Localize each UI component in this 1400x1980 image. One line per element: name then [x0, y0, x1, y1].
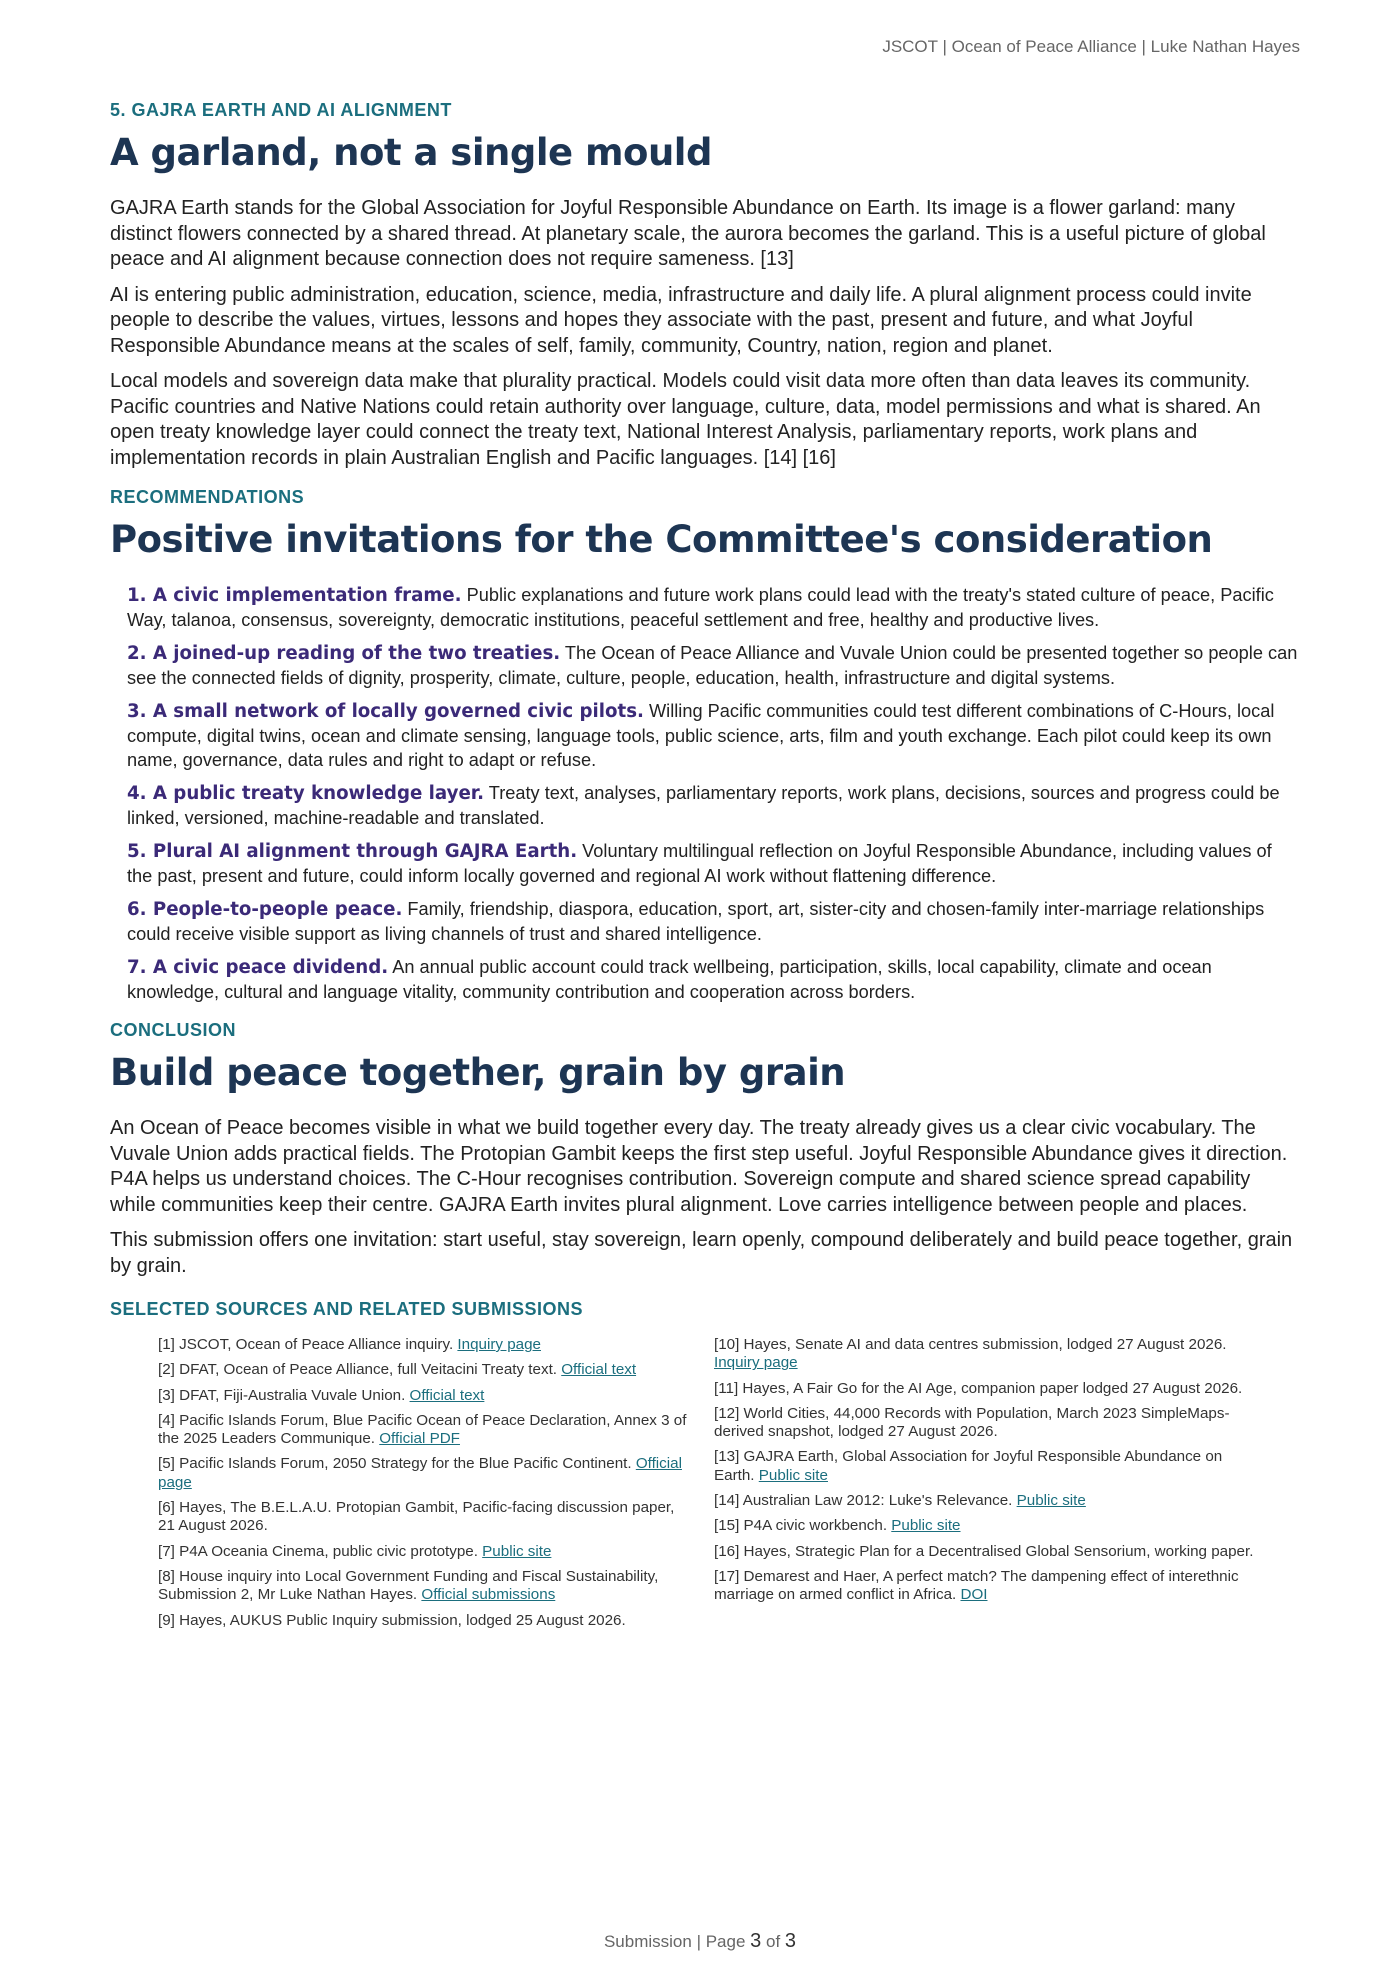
footer-label: Submission | Page — [603, 1932, 751, 1951]
recommendation-text: The Ocean of Peace Alliance and Vuvale Union could be presented together so people can see the connected fields of dignity, prosperity, climate, culture, people, education, health, infrastructure and digital systems. — [127, 643, 1298, 688]
source-text: [14] Australian Law 2012: Luke's Relevance. — [714, 1492, 1017, 1510]
source-item — [158, 1499, 688, 1536]
section-kicker: CONCLUSION — [110, 1020, 236, 1040]
source-text: [8] House inquiry into Local Government Funding and Fiscal Sustainability, Submission 2, Mr Luke Nathan Hayes. — [158, 1567, 659, 1604]
paragraph: This submission offers one invitation: start useful, stay sovereign, learn openly, compound deliberately and build peace together, grain by grain. — [110, 1229, 1293, 1277]
source-text: [5] Pacific Islands Forum, 2050 Strategy for the Blue Pacific Continent. — [158, 1455, 636, 1473]
recommendation-item — [127, 699, 1300, 772]
source-item — [714, 1336, 1254, 1373]
source-text: [11] Hayes, A Fair Go for the AI Age, companion paper lodged 27 August 2026. — [714, 1379, 1243, 1397]
page-total: 3 — [784, 1930, 797, 1952]
source-item — [158, 1455, 688, 1492]
page-number: 3 — [750, 1930, 762, 1952]
source-text: [17] Demarest and Haer, A perfect match? The dampening effect of interethnic marriage on armed conflict in Africa. — [714, 1567, 1239, 1604]
recommendation-text: Family, friendship, diaspora, education, sport, art, sister-city and chosen-family inter-marriage relationships could receive visible support as living channels of trust and shared intelligence. — [127, 899, 1265, 944]
source-text: [2] DFAT, Ocean of Peace Alliance, full Veitacini Treaty text. — [158, 1361, 562, 1379]
source-item — [158, 1543, 688, 1561]
recommendation-title: 3. A small network of locally governed civic pilots. — [127, 701, 644, 722]
source-text: [10] Hayes, Senate AI and data centres submission, lodged 27 August 2026. — [714, 1336, 1227, 1353]
source-text: [9] Hayes, AUKUS Public Inquiry submission, lodged 25 August 2026. — [158, 1611, 626, 1629]
source-item — [714, 1517, 1254, 1535]
section-recommendations — [110, 487, 1300, 1004]
section-heading: Build peace together, grain by grain — [110, 1051, 846, 1094]
source-item — [158, 1568, 688, 1605]
source-link[interactable]: Inquiry page — [457, 1336, 541, 1353]
paragraph: AI is entering public administration, education, science, media, infrastructure and daily life. A plural alignment process could invite people to describe the values, virtues, lessons and hopes they associate with the past, present and future, and what Joyful Responsible Abundance means at the scales of self, family, community, Country, nation, region and planet. — [110, 283, 1252, 357]
recommendation-item — [127, 897, 1300, 946]
source-text: [13] GAJRA Earth, Global Association for Joyful Responsible Abundance on Earth. — [714, 1448, 1223, 1484]
sources-column-left — [158, 1336, 688, 1637]
source-item — [158, 1361, 688, 1379]
section-kicker: RECOMMENDATIONS — [110, 487, 305, 507]
section-sources — [110, 1299, 1300, 1676]
source-text: [3] DFAT, Fiji-Australia Vuvale Union. — [158, 1386, 410, 1404]
recommendation-title: 7. A civic peace dividend. — [127, 957, 389, 978]
main-content — [110, 100, 1300, 1676]
sources-column-right — [714, 1336, 1254, 1612]
source-item — [714, 1448, 1254, 1485]
source-link[interactable]: Public site — [758, 1466, 828, 1484]
running-header: JSCOT | Ocean of Peace Alliance | Luke Nathan Hayes — [882, 37, 1300, 56]
source-text: [4] Pacific Islands Forum, Blue Pacific Ocean of Peace Declaration, Annex 3 of the 2025 Leaders Communique. — [158, 1411, 687, 1448]
paragraph: Local models and sovereign data make that plurality practical. Models could visit data more often than data leaves its community. Pacific countries and Native Nations could retain authority over language, culture, data, model permissions and what is shared. An open treaty knowledge layer could connect the treaty text, National Interest Analysis, parliamentary reports, work plans and implementation records in plain Australian English and Pacific languages. [14] [16] — [110, 370, 1261, 469]
source-text: [16] Hayes, Strategic Plan for a Decentralised Global Sensorium, working paper. — [714, 1542, 1254, 1560]
paragraph: An Ocean of Peace becomes visible in what we build together every day. The treaty already gives us a clear civic vocabulary. The Vuvale Union adds practical fields. The Protopian Gambit keeps the first step useful. Joyful Responsible Abundance gives it direction. P4A helps us understand choices. The C-Hour recognises contribution. Sovereign compute and shared science spread capability while communities keep their centre. GAJRA Earth invites plural alignment. Love carries intelligence between people and places. — [110, 1117, 1288, 1216]
recommendation-item — [127, 641, 1300, 690]
recommendation-title: 4. A public treaty knowledge layer. — [127, 783, 485, 804]
section-kicker: SELECTED SOURCES AND RELATED SUBMISSIONS — [110, 1299, 584, 1319]
source-item — [714, 1405, 1254, 1442]
recommendation-title: 2. A joined-up reading of the two treaties. — [127, 643, 561, 664]
source-item — [714, 1568, 1254, 1605]
recommendation-text: An annual public account could track wellbeing, participation, skills, local capability, climate and ocean knowledge, cultural and language vitality, community contribution and cooperation across borders. — [127, 957, 1212, 1002]
source-link[interactable]: Official text — [561, 1361, 637, 1379]
recommendation-title: 6. People-to-people peace. — [127, 899, 403, 920]
recommendation-title: 5. Plural AI alignment through GAJRA Earth. — [127, 841, 578, 862]
paragraph: GAJRA Earth stands for the Global Association for Joyful Responsible Abundance on Earth. Its image is a flower garland: many distinct flowers connected by a shared thread. At planetary scale, the aurora becomes the garland. This is a useful picture of global peace and AI alignment because connection does not require sameness. [13] — [110, 197, 1266, 270]
recommendation-text: Voluntary multilingual reflection on Joyful Responsible Abundance, including values of the past, present and future, could inform locally governed and regional AI work without flattening difference. — [127, 841, 1272, 886]
page-footer — [0, 1930, 1400, 1953]
source-link[interactable]: DOI — [960, 1586, 988, 1604]
source-text: [15] P4A civic workbench. — [714, 1517, 892, 1535]
source-link[interactable]: Inquiry page — [714, 1354, 798, 1372]
recommendation-item — [127, 781, 1300, 830]
source-item — [158, 1387, 688, 1405]
recommendation-item — [127, 839, 1300, 888]
source-text: [6] Hayes, The B.E.L.A.U. Protopian Gambit, Pacific-facing discussion paper, 21 August 2026. — [158, 1499, 675, 1535]
recommendation-item — [127, 583, 1300, 632]
source-text: [12] World Cities, 44,000 Records with Population, March 2023 SimpleMaps-derived snapshot, lodged 27 August 2026. — [714, 1404, 1230, 1441]
source-item — [158, 1412, 688, 1449]
source-link[interactable]: Official submissions — [421, 1586, 556, 1604]
section-conclusion — [110, 1020, 1300, 1279]
recommendation-list — [110, 583, 1300, 1004]
source-link[interactable]: Public site — [1016, 1492, 1086, 1510]
footer-of: of — [761, 1932, 785, 1951]
recommendation-item — [127, 955, 1300, 1004]
section-heading: A garland, not a single mould — [110, 131, 712, 174]
recommendation-text: Treaty text, analyses, parliamentary reports, work plans, decisions, sources and progress could be linked, versioned, machine-readable and translated. — [127, 783, 1280, 828]
source-link[interactable]: Official page — [158, 1455, 682, 1491]
source-link[interactable]: Public site — [891, 1517, 961, 1535]
source-link[interactable]: Public site — [482, 1542, 552, 1560]
section-kicker: 5. GAJRA EARTH AND AI ALIGNMENT — [110, 100, 452, 120]
source-text: [7] P4A Oceania Cinema, public civic prototype. — [158, 1542, 483, 1560]
source-link[interactable]: Official PDF — [379, 1430, 460, 1448]
section-heading: Positive invitations for the Committee's consideration — [110, 518, 1213, 561]
sources-list — [110, 1336, 1300, 1676]
source-item — [158, 1612, 688, 1630]
recommendation-title: 1. A civic implementation frame. — [127, 585, 462, 606]
recommendation-text: Willing Pacific communities could test different combinations of C-Hours, local compute, digital twins, ocean and climate sensing, language tools, public science, arts, film and youth exchange. Each pilot could keep its own name, governance, data rules and right to adapt or refuse. — [127, 701, 1275, 770]
section-gajra-earth — [110, 100, 1300, 471]
source-link[interactable]: Official text — [409, 1386, 485, 1404]
source-item — [158, 1336, 688, 1354]
source-text: [1] JSCOT, Ocean of Peace Alliance inquiry. — [158, 1336, 458, 1353]
source-item — [714, 1543, 1254, 1561]
source-item — [714, 1492, 1254, 1510]
recommendation-text: Public explanations and future work plans could lead with the treaty's stated culture of peace, Pacific Way, talanoa, consensus, sovereignty, democratic institutions, peaceful settlement and free, healthy and productive lives. — [127, 585, 1274, 630]
source-item — [714, 1380, 1254, 1398]
